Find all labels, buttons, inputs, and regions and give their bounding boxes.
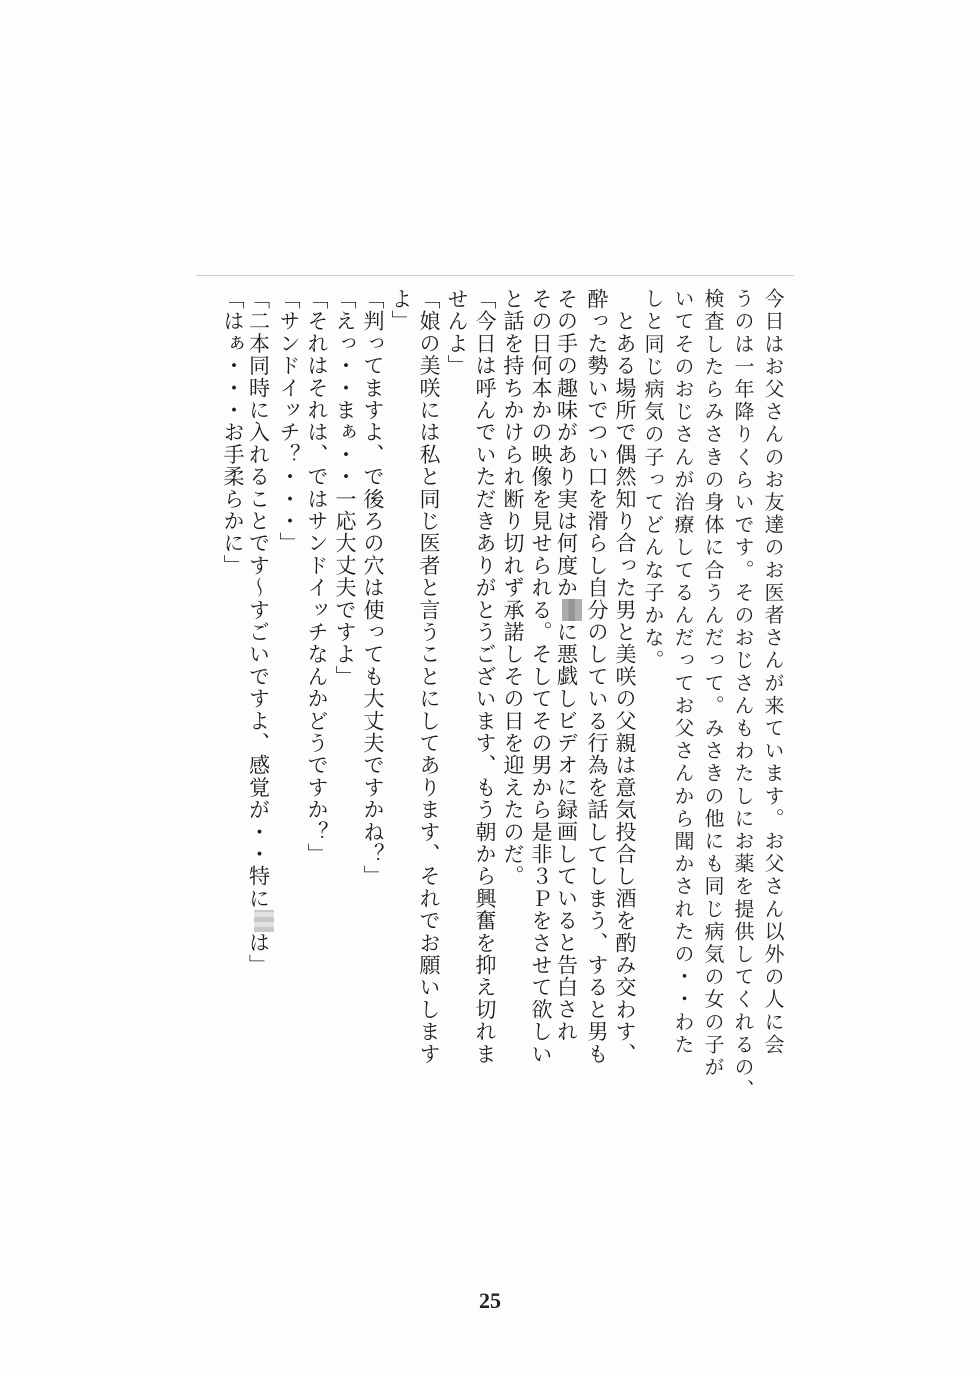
mosaic-censor [562, 599, 582, 621]
text-column-9: その日何本かの映像を見せられる。そしてその男から是非３Ｐをさせて欲しい [529, 288, 553, 1065]
text-column-13: 「娘の美咲には私と同じ医者と言うことにしてあります、それでお願いします [417, 288, 441, 1065]
text-column-7: 酔った勢いでつい口を滑らし自分のしている行為を話してしまう、すると男も [585, 288, 609, 1065]
mosaic-censor [254, 910, 274, 932]
top-rule [196, 275, 794, 276]
text-column-19 [248, 288, 274, 976]
text-column-8 [556, 288, 582, 1043]
text-column-2: うのは一年降りくらいです。そのおじさんもわたしにお薬を提供してくれるの、 [731, 288, 755, 1102]
text-column-16: 「えっ・・まぁ・・一応大丈夫ですよ」 [333, 288, 357, 688]
text-column-19-part-2: は」 [246, 931, 271, 977]
text-column-8-part-2: に悪戯しビデオに録画していると告白され [554, 620, 579, 1043]
text-column-3: 検査したらみさきの身体に合うんだって。みさきの他にも同じ病気の女の子が [701, 288, 725, 1079]
text-column-14: よ」 [389, 288, 413, 333]
text-column-20: 「はぁ・・・お手柔らかに」 [221, 288, 245, 577]
text-column-6: とある場所で偶然知り合った男と美咲の父親は意気投合し酒を酌み交わす、 [613, 288, 637, 1065]
text-column-17: 「それはそれは、ではサンドイッチなんかどうですか？」 [305, 288, 329, 866]
text-column-5: しと同じ病気の子ってどんな子かな。 [641, 288, 665, 673]
page-number: 25 [479, 1288, 501, 1313]
text-column-15: 「判ってますよ、で後ろの穴は使っても大丈夫ですかね？」 [361, 288, 385, 888]
text-column-11: 「今日は呼んでいただきありがとうございます、もう朝から興奮を抑え切れま [473, 288, 497, 1065]
text-column-8-part-1: その手の趣味があり実は何度か [554, 288, 579, 599]
text-column-4: いてそのおじさんが治療してるんだってお父さんから聞かされたの・・わた [671, 288, 695, 1057]
text-column-1: 今日はお父さんのお友達のお医者さんが来ています。お父さん以外の人に会 [761, 288, 785, 1057]
text-column-12: せんよ」 [445, 288, 469, 377]
text-column-10: と話を持ちかけられ断り切れず承諾しその日を迎えたのだ。 [501, 288, 525, 888]
text-column-19-part-1: 「二本同時に入れることです～すごいですよ、感覚が・・特に [246, 288, 271, 910]
text-column-18: 「サンドイッチ？・・・」 [277, 288, 301, 555]
